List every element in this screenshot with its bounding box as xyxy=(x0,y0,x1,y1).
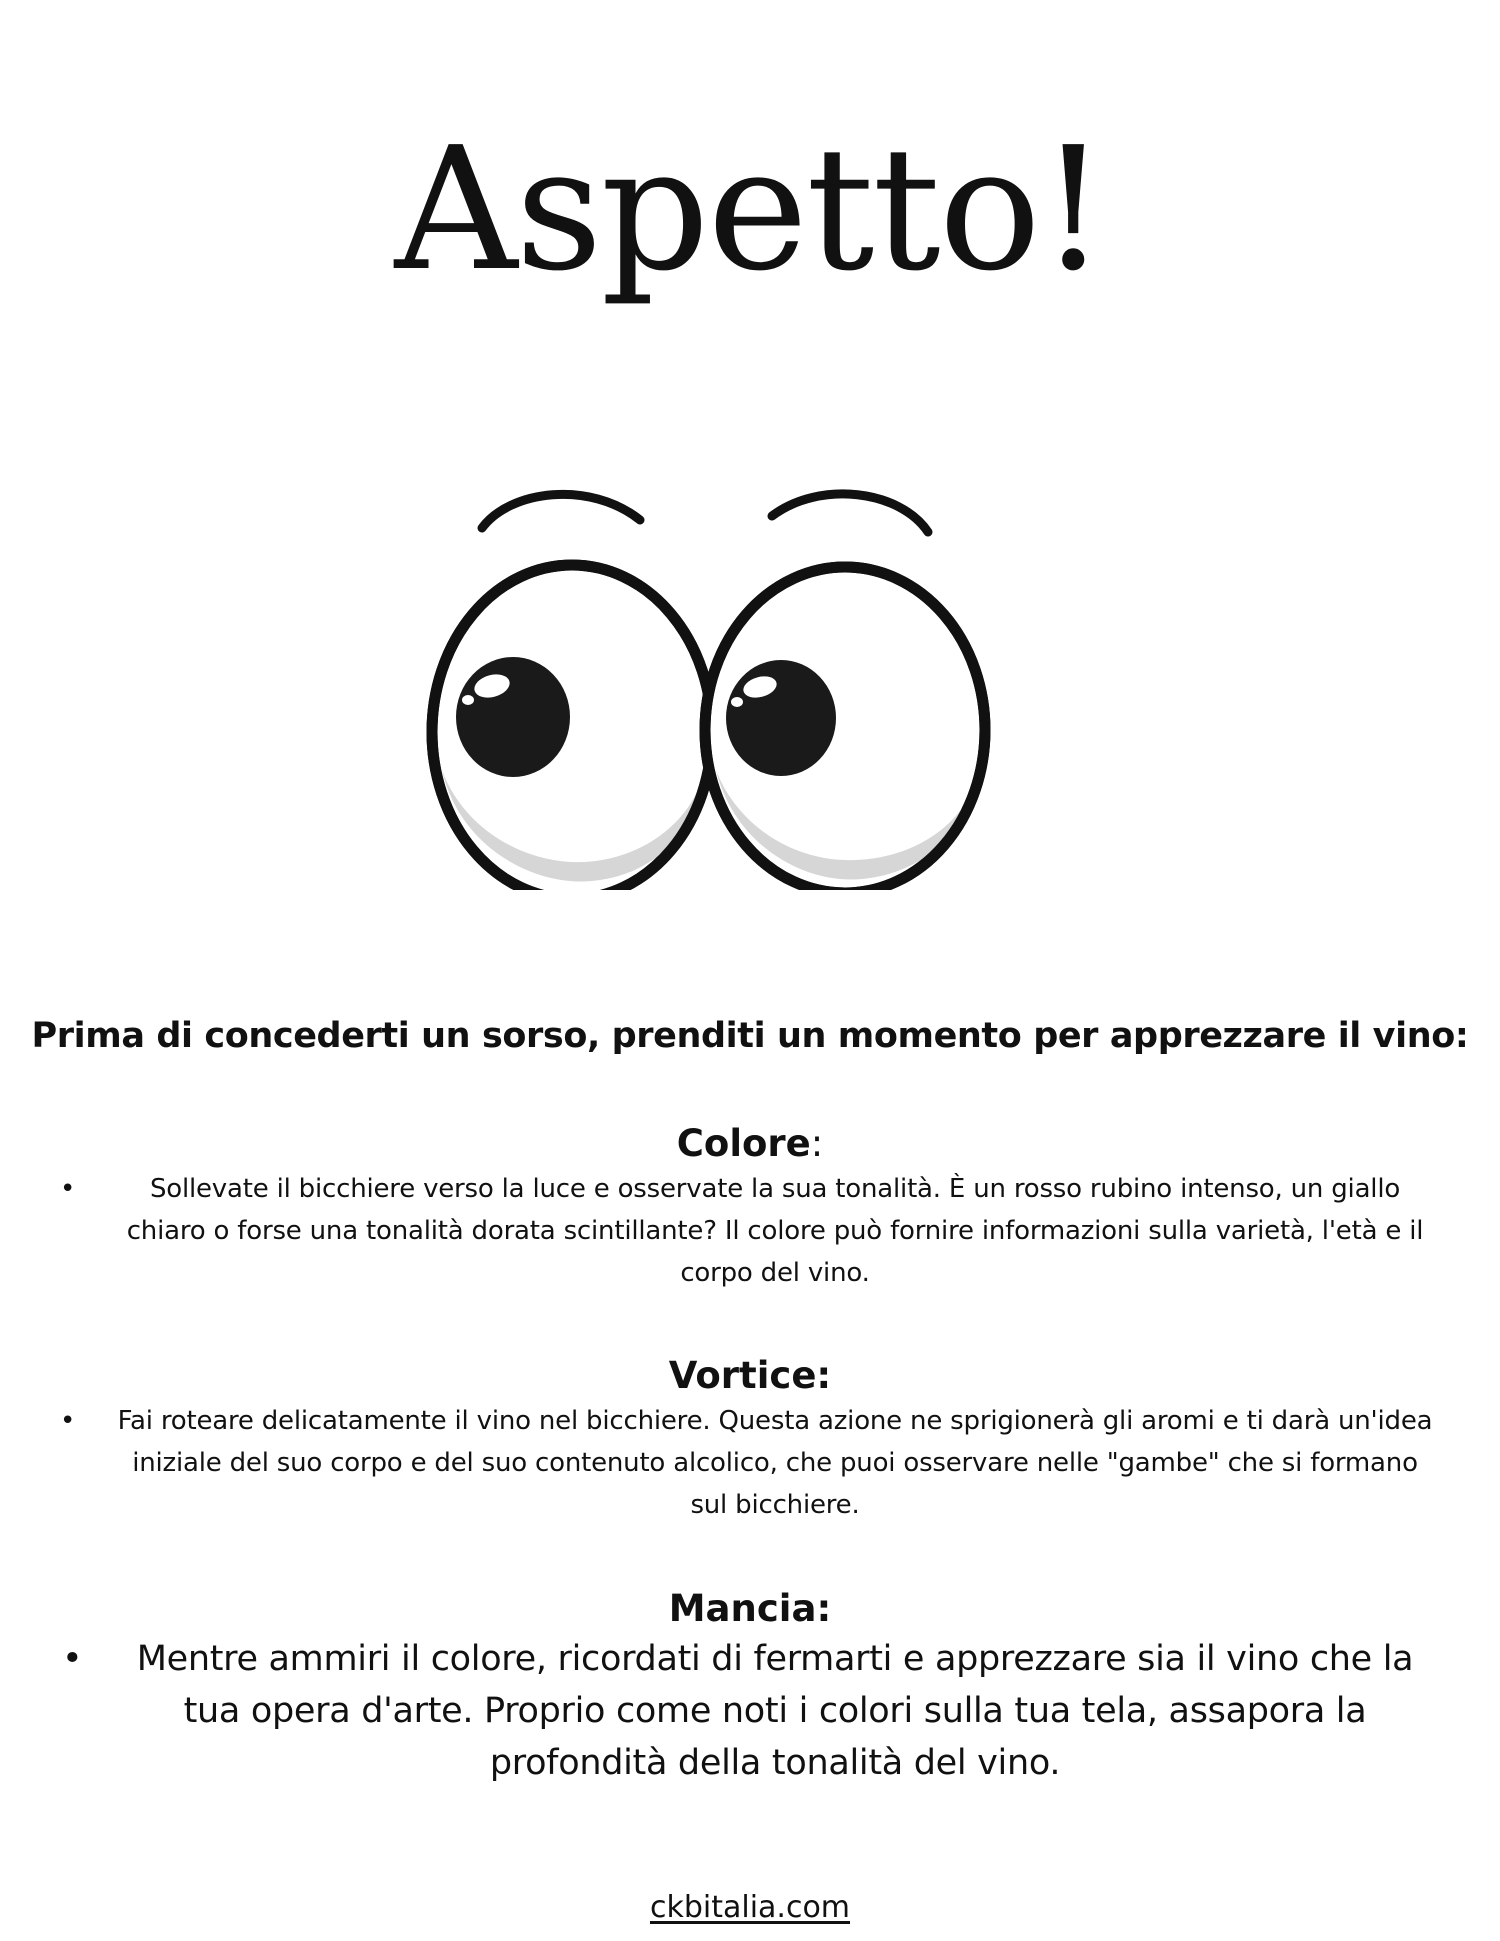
bullet-list xyxy=(40,1168,1460,1294)
right-eyebrow xyxy=(772,494,928,532)
section-heading-mancia: Mancia: xyxy=(668,1587,832,1630)
left-eyebrow xyxy=(482,494,640,528)
right-eye xyxy=(705,567,985,890)
list-item: • Mentre ammiri il colore, ricordati di fermarti e apprezzare sia il vino che la tua opera d'arte. Proprio come noti i colori sulla tua tela, assapora la profondità della tonalità del vino. xyxy=(40,1633,1460,1789)
cartoon-eyes-icon xyxy=(400,470,1020,890)
bullet-list xyxy=(40,1633,1460,1789)
page-title: Aspetto! xyxy=(394,111,1106,309)
list-item: • Sollevate il bicchiere verso la luce e osservate la sua tonalità. È un rosso rubino intenso, un giallo chiaro o forse una tonalità dorata scintillante? Il colore può fornire informazioni sulla varietà, l'età e il corpo del vino. xyxy=(40,1168,1460,1294)
left-eye xyxy=(432,565,712,890)
bullet-icon: • xyxy=(60,1174,76,1204)
bullet-list xyxy=(40,1400,1460,1526)
section-mancia xyxy=(40,1585,1460,1789)
section-colore xyxy=(40,1120,1460,1294)
list-item: • Fai roteare delicatamente il vino nel bicchiere. Questa azione ne sprigionerà gli aromi e ti darà un'idea iniziale del suo corpo e del suo contenuto alcolico, che puoi osservare nelle "gambe" che si formano sul bicchiere. xyxy=(40,1400,1460,1526)
section-heading-vortice: Vortice: xyxy=(668,1354,832,1397)
bullet-icon: • xyxy=(62,1639,83,1679)
section-vortice xyxy=(40,1352,1460,1526)
intro-text: Prima di concederti un sorso, prenditi un momento per apprezzare il vino: xyxy=(31,1016,1469,1056)
bullet-icon: • xyxy=(60,1406,76,1436)
section-heading-colore: Colore: xyxy=(676,1122,824,1165)
footer-website-link[interactable]: ckbitalia.com xyxy=(649,1890,851,1925)
